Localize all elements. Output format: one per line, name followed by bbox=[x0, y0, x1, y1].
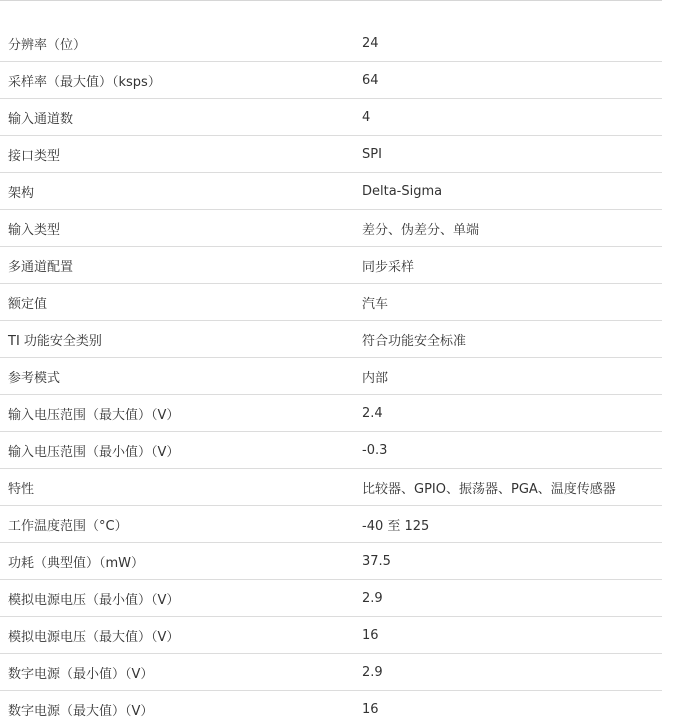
table-row bbox=[0, 358, 662, 395]
param-name: 特性 bbox=[8, 481, 35, 497]
param-value: Delta-Sigma bbox=[362, 183, 443, 199]
param-name: 工作温度范围（°C） bbox=[8, 518, 128, 534]
table-row bbox=[0, 617, 662, 654]
param-value: 64 bbox=[362, 72, 379, 88]
table-row bbox=[0, 654, 662, 691]
param-value: 4 bbox=[362, 109, 371, 125]
table-row bbox=[0, 210, 662, 247]
param-value: -0.3 bbox=[362, 442, 388, 458]
table-row bbox=[0, 395, 662, 432]
param-name: 输入电压范围（最小值）（V） bbox=[8, 444, 180, 460]
param-value: 比较器、GPIO、振荡器、PGA、温度传感器 bbox=[362, 481, 616, 497]
table-row bbox=[0, 580, 662, 617]
param-value: 汽车 bbox=[362, 296, 389, 312]
table-row bbox=[0, 506, 662, 543]
param-name: 额定值 bbox=[8, 296, 48, 312]
param-value: 2.4 bbox=[362, 405, 383, 421]
table-row bbox=[0, 247, 662, 284]
param-value: 符合功能安全标准 bbox=[362, 333, 467, 349]
param-name: 多通道配置 bbox=[8, 259, 74, 275]
param-name: 数字电源（最大值）（V） bbox=[8, 703, 154, 719]
param-value: 37.5 bbox=[362, 553, 391, 569]
table-row bbox=[0, 25, 662, 62]
table-row bbox=[0, 321, 662, 358]
param-name: 参考模式 bbox=[8, 370, 61, 386]
param-value: 差分、伪差分、单端 bbox=[362, 222, 480, 238]
param-name: 架构 bbox=[8, 185, 35, 201]
param-value: 2.9 bbox=[362, 664, 383, 680]
param-value: 16 bbox=[362, 627, 379, 643]
param-name: 输入电压范围（最大值）（V） bbox=[8, 407, 180, 423]
table-row bbox=[0, 543, 662, 580]
param-name: 模拟电源电压（最大值）（V） bbox=[8, 629, 180, 645]
table-row bbox=[0, 284, 662, 321]
table-row bbox=[0, 432, 662, 469]
table-row bbox=[0, 99, 662, 136]
param-value: 16 bbox=[362, 701, 379, 717]
param-value: 同步采样 bbox=[362, 259, 415, 275]
table-row bbox=[0, 691, 662, 727]
param-name: TI 功能安全类别 bbox=[8, 333, 102, 349]
param-name: 模拟电源电压（最小值）（V） bbox=[8, 592, 180, 608]
param-name: 输入类型 bbox=[8, 222, 61, 238]
param-name: 接口类型 bbox=[8, 148, 61, 164]
table-row bbox=[0, 469, 662, 506]
table-row bbox=[0, 62, 662, 99]
table-row bbox=[0, 173, 662, 210]
param-value: 2.9 bbox=[362, 590, 383, 606]
param-name: 数字电源（最小值）（V） bbox=[8, 666, 154, 682]
param-name: 输入通道数 bbox=[8, 111, 74, 127]
param-value: 24 bbox=[362, 35, 379, 51]
param-name: 分辨率（位） bbox=[8, 37, 87, 53]
param-name: 采样率（最大值）（ksps） bbox=[8, 74, 161, 90]
param-value: -40 至 125 bbox=[362, 518, 430, 534]
param-value: 内部 bbox=[362, 370, 389, 386]
param-name: 功耗（典型值）（mW） bbox=[8, 555, 145, 571]
table-row bbox=[0, 136, 662, 173]
param-value: SPI bbox=[362, 146, 382, 162]
